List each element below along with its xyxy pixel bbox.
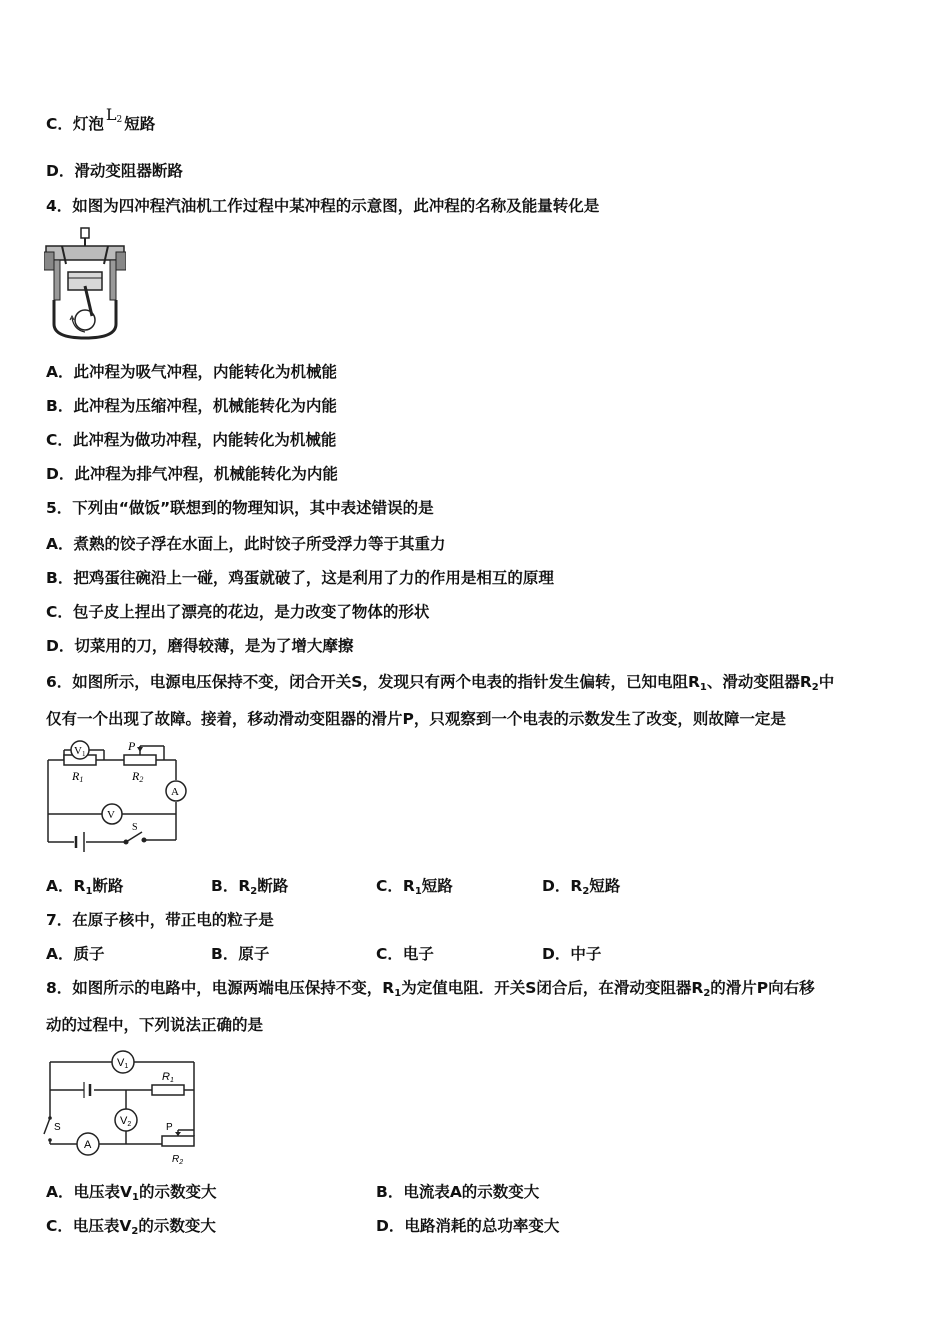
q5-option-a: A．煮熟的饺子浮在水面上，此时饺子所受浮力等于其重力	[46, 535, 446, 553]
q8-r2-label: $R_2$	[172, 1154, 184, 1166]
q7-option-a: A．质子	[46, 945, 105, 963]
q8-option-b: B．电流表A的示数变大	[376, 1183, 540, 1201]
q4-option-b: B．此冲程为压缩冲程，机械能转化为内能	[46, 397, 337, 415]
q8-option-c: C．电压表$V_2$的示数变大	[46, 1217, 216, 1237]
q6-option-b: B．$R_2$断路	[211, 877, 289, 897]
q3-option-d: D．滑动变阻器断路	[46, 162, 183, 180]
q6-stem-line1: 6．如图所示，电源电压保持不变，闭合开关S，发现只有两个电表的指针发生偏转，已知电阻$R_1$、滑动变阻器$R_2$中	[46, 673, 835, 693]
q6-p-label: P	[128, 740, 136, 753]
q8-stem-line2: 动的过程中，下列说法正确的是	[46, 1016, 264, 1034]
q8-v1-label: V1	[117, 1057, 129, 1070]
q6-option-d: D．$R_2$短路	[542, 877, 621, 897]
q6-option-a: A．$R_1$断路	[46, 877, 124, 897]
q5-option-d: D．切菜用的刀，磨得较薄，是为了增大摩擦	[46, 637, 354, 655]
l2-symbol: $L_2$	[105, 105, 123, 125]
q7-option-c: C．电子	[376, 945, 434, 963]
q8-v2-label: V2	[120, 1115, 132, 1128]
q3-option-c: C．灯泡 $L_2$ 短路	[46, 105, 156, 133]
engine-stroke-diagram	[44, 224, 126, 342]
q8-switch-label: S	[54, 1122, 61, 1133]
q6-switch-label: S	[132, 822, 138, 833]
q6-option-c: C．$R_1$短路	[376, 877, 453, 897]
q7-option-b: B．原子	[211, 945, 270, 963]
q6-v1-label: V1	[74, 745, 86, 758]
q5-option-c: C．包子皮上捏出了漂亮的花边，是力改变了物体的形状	[46, 603, 430, 621]
q4-option-d: D．此冲程为排气冲程，机械能转化为内能	[46, 465, 338, 483]
q6-voltmeter-label: V	[107, 809, 115, 821]
q6-r2-label: R2	[132, 769, 144, 784]
q6-stem-line2: 仅有一个出现了故障。接着，移动滑动变阻器的滑片P，只观察到一个电表的示数发生了改变，则故障一定是	[46, 710, 786, 728]
q8-option-a: A．电压表$V_1$的示数变大	[46, 1183, 217, 1203]
q7-option-d: D．中子	[542, 945, 602, 963]
q8-r1-label: R1	[162, 1071, 174, 1084]
q7-stem: 7．在原子核中，带正电的粒子是	[46, 911, 274, 929]
q8-stem-line1: 8．如图所示的电路中，电源两端电压保持不变，$R_1$为定值电阻．开关S闭合后，在滑动变阻器$R_2$的滑片P向右移	[46, 979, 815, 999]
q8-p-label: P	[166, 1122, 173, 1133]
q5-stem: 5．下列由“做饭”联想到的物理知识，其中表述错误的是	[46, 499, 434, 517]
q6-r1-label: R1	[72, 769, 84, 784]
q8-circuit-diagram	[40, 1046, 200, 1170]
q4-stem: 4．如图为四冲程汽油机工作过程中某冲程的示意图，此冲程的名称及能量转化是	[46, 197, 600, 215]
q8-ammeter-label: A	[84, 1139, 92, 1151]
q6-ammeter-label: A	[171, 786, 179, 798]
q4-option-a: A．此冲程为吸气冲程，内能转化为机械能	[46, 363, 337, 381]
q5-option-b: B．把鸡蛋往碗沿上一碰，鸡蛋就破了，这是利用了力的作用是相互的原理	[46, 569, 554, 587]
q8-option-d: D．电路消耗的总功率变大	[376, 1217, 560, 1235]
q6-circuit-diagram	[44, 740, 192, 856]
q4-option-c: C．此冲程为做功冲程，内能转化为机械能	[46, 431, 337, 449]
